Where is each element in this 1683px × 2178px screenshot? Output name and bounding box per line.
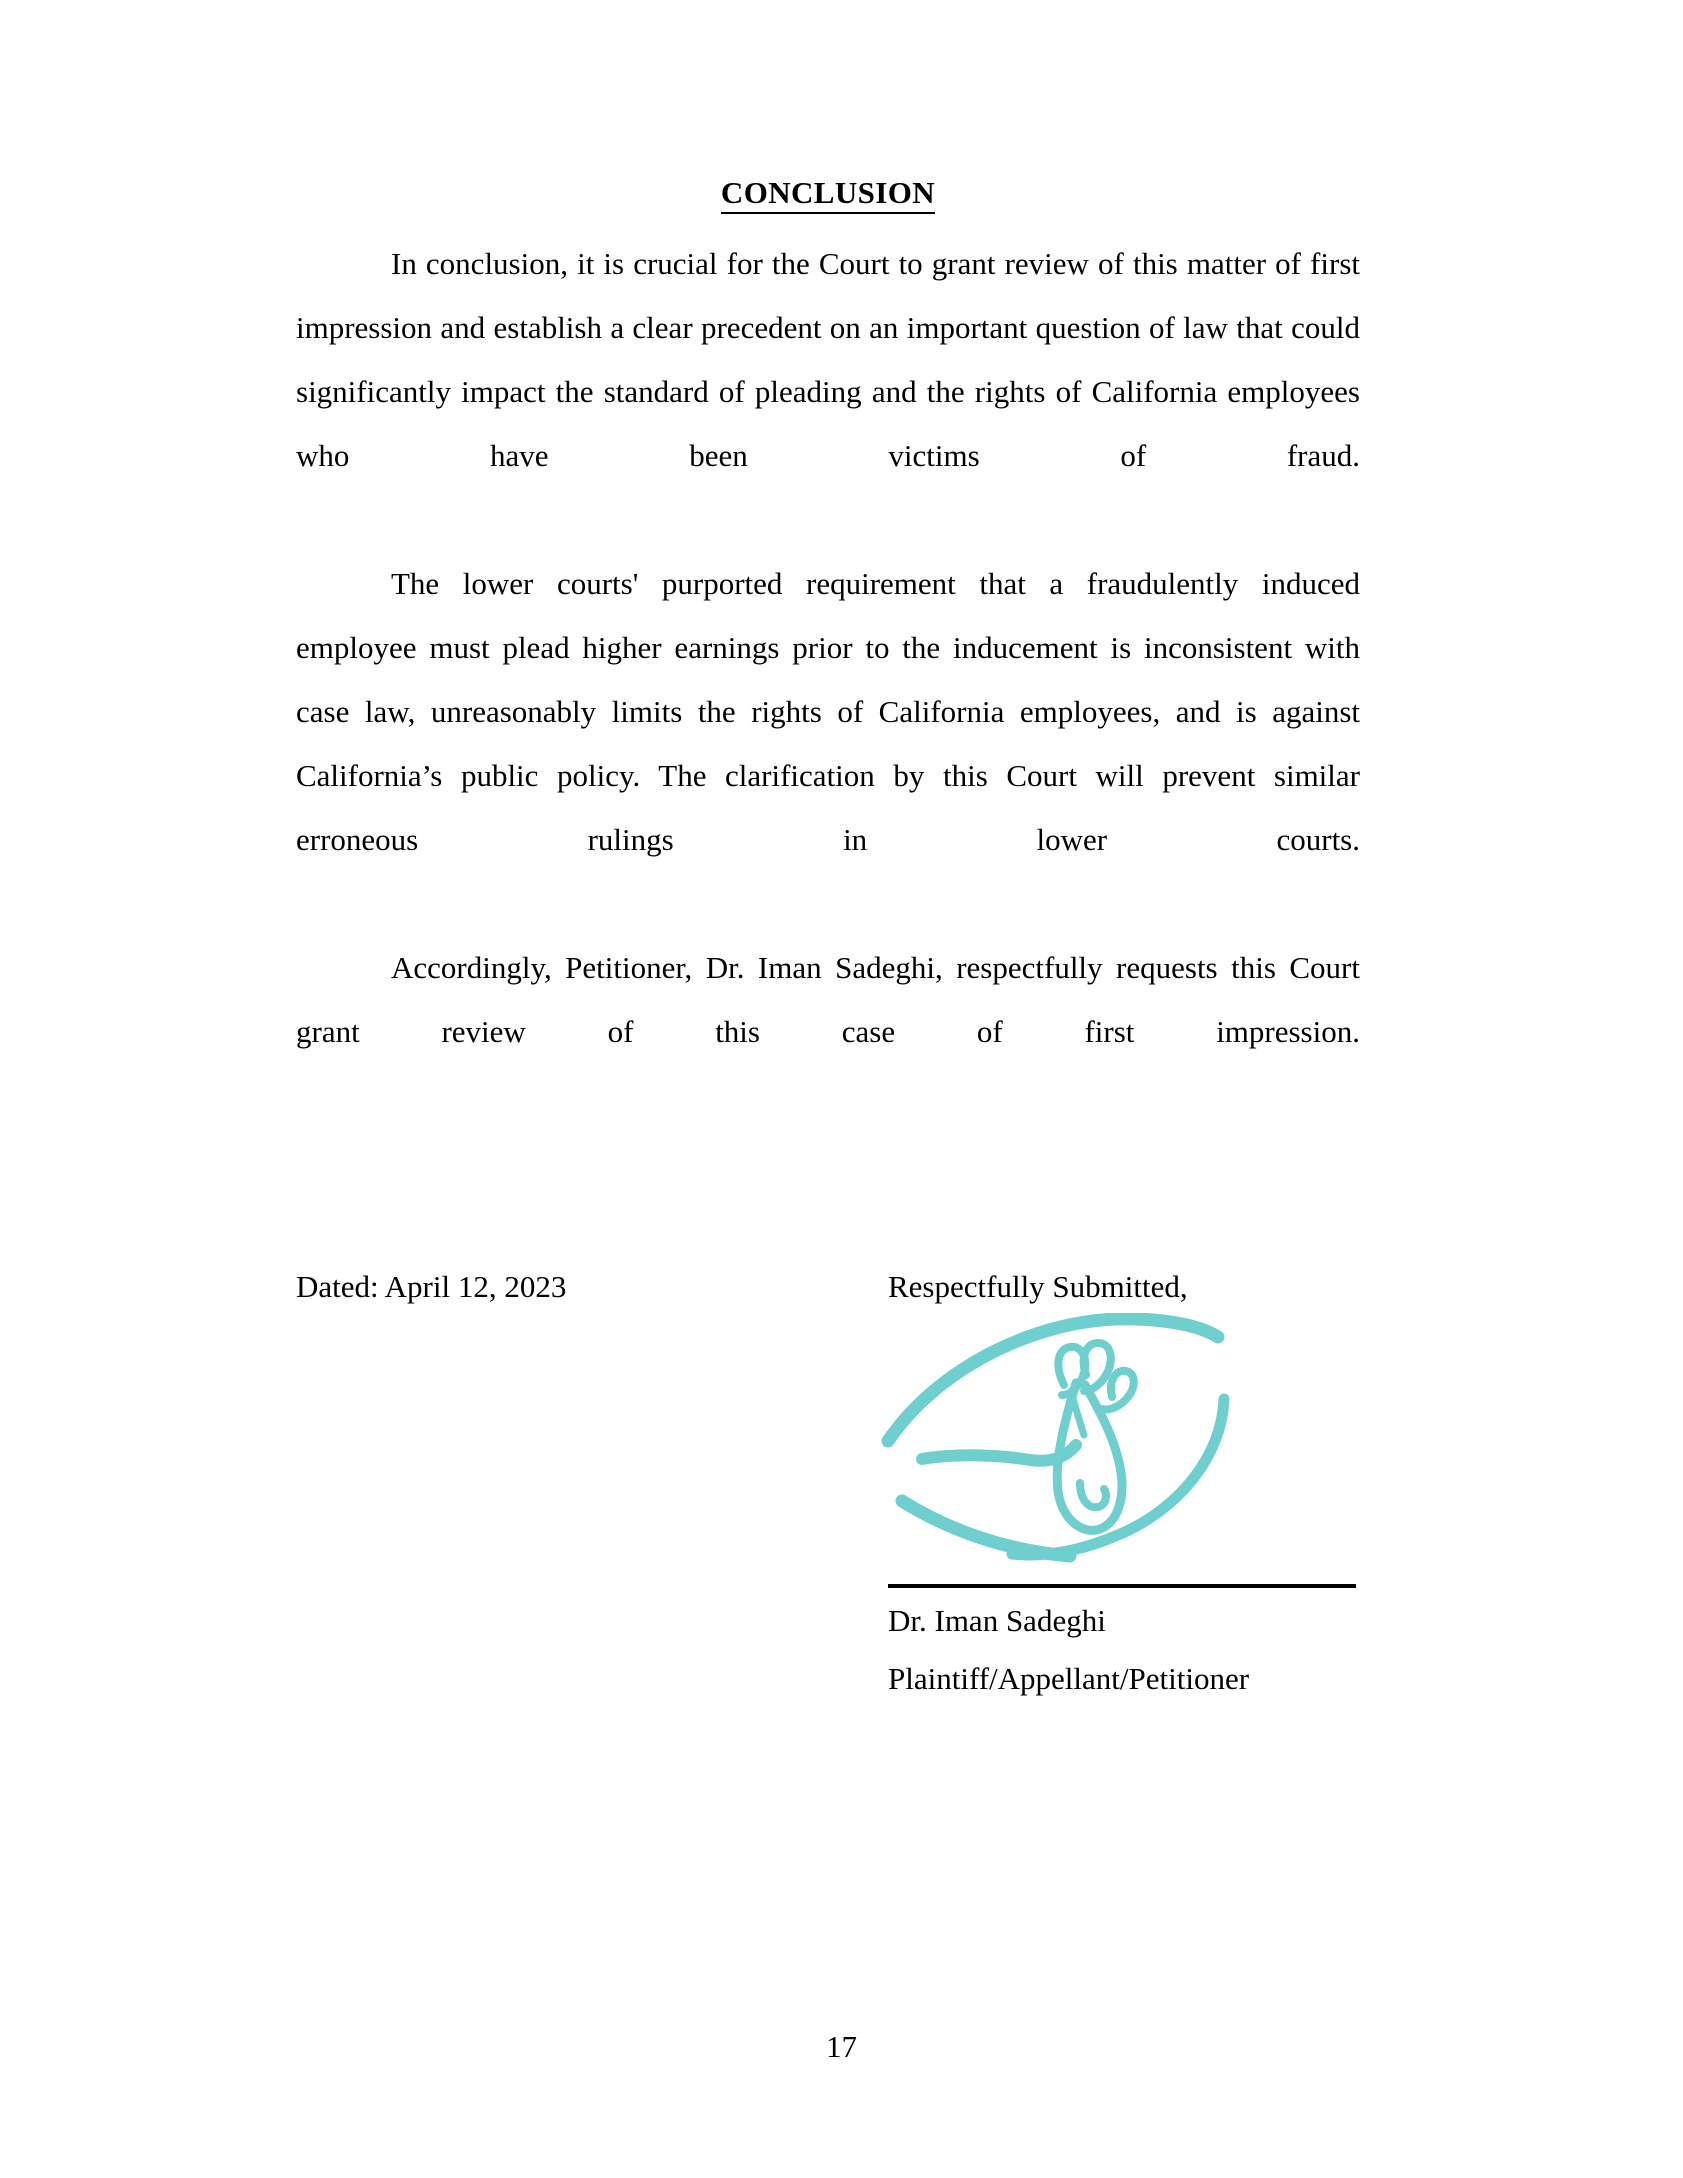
respectfully-submitted-label: Respectfully Submitted, xyxy=(888,1269,1188,1304)
handwritten-signature-icon xyxy=(880,1313,1280,1563)
page-title xyxy=(296,176,1360,210)
paragraph-conclusion-intro: In conclusion, it is crucial for the Court to grant review of this matter of first impression and establish a clear precedent on an important question of law that could significantly impact the standard of pleading and the rights of California employees who have been victims of fraud. xyxy=(296,246,1360,474)
signer-name: Dr. Iman Sadeghi xyxy=(888,1603,1106,1638)
signer-role: Plaintiff/Appellant/Petitioner xyxy=(888,1661,1250,1696)
document-body xyxy=(296,176,1360,1128)
signature-image-wrap xyxy=(888,1313,1360,1563)
signature-block xyxy=(296,1268,1360,1788)
signature-line xyxy=(888,1584,1356,1588)
paragraph-lower-courts-argument: The lower courts' purported requirement that a fraudulently induced employee must plead higher earnings prior to the inducement is inconsistent with case law, unreasonably limits the rights of California employees, and is against California’s public policy. The clarification by this Court will prevent similar erroneous rulings in lower courts. xyxy=(296,566,1360,858)
signature-column xyxy=(888,1268,1360,1696)
paragraph-request-for-review: Accordingly, Petitioner, Dr. Iman Sadeghi, respectfully requests this Court grant review of this case of first impression. xyxy=(296,950,1360,1050)
page-number: 17 xyxy=(826,2029,857,2064)
page-title-text: CONCLUSION xyxy=(721,175,935,214)
date-line: Dated: April 12, 2023 xyxy=(296,1269,567,1304)
